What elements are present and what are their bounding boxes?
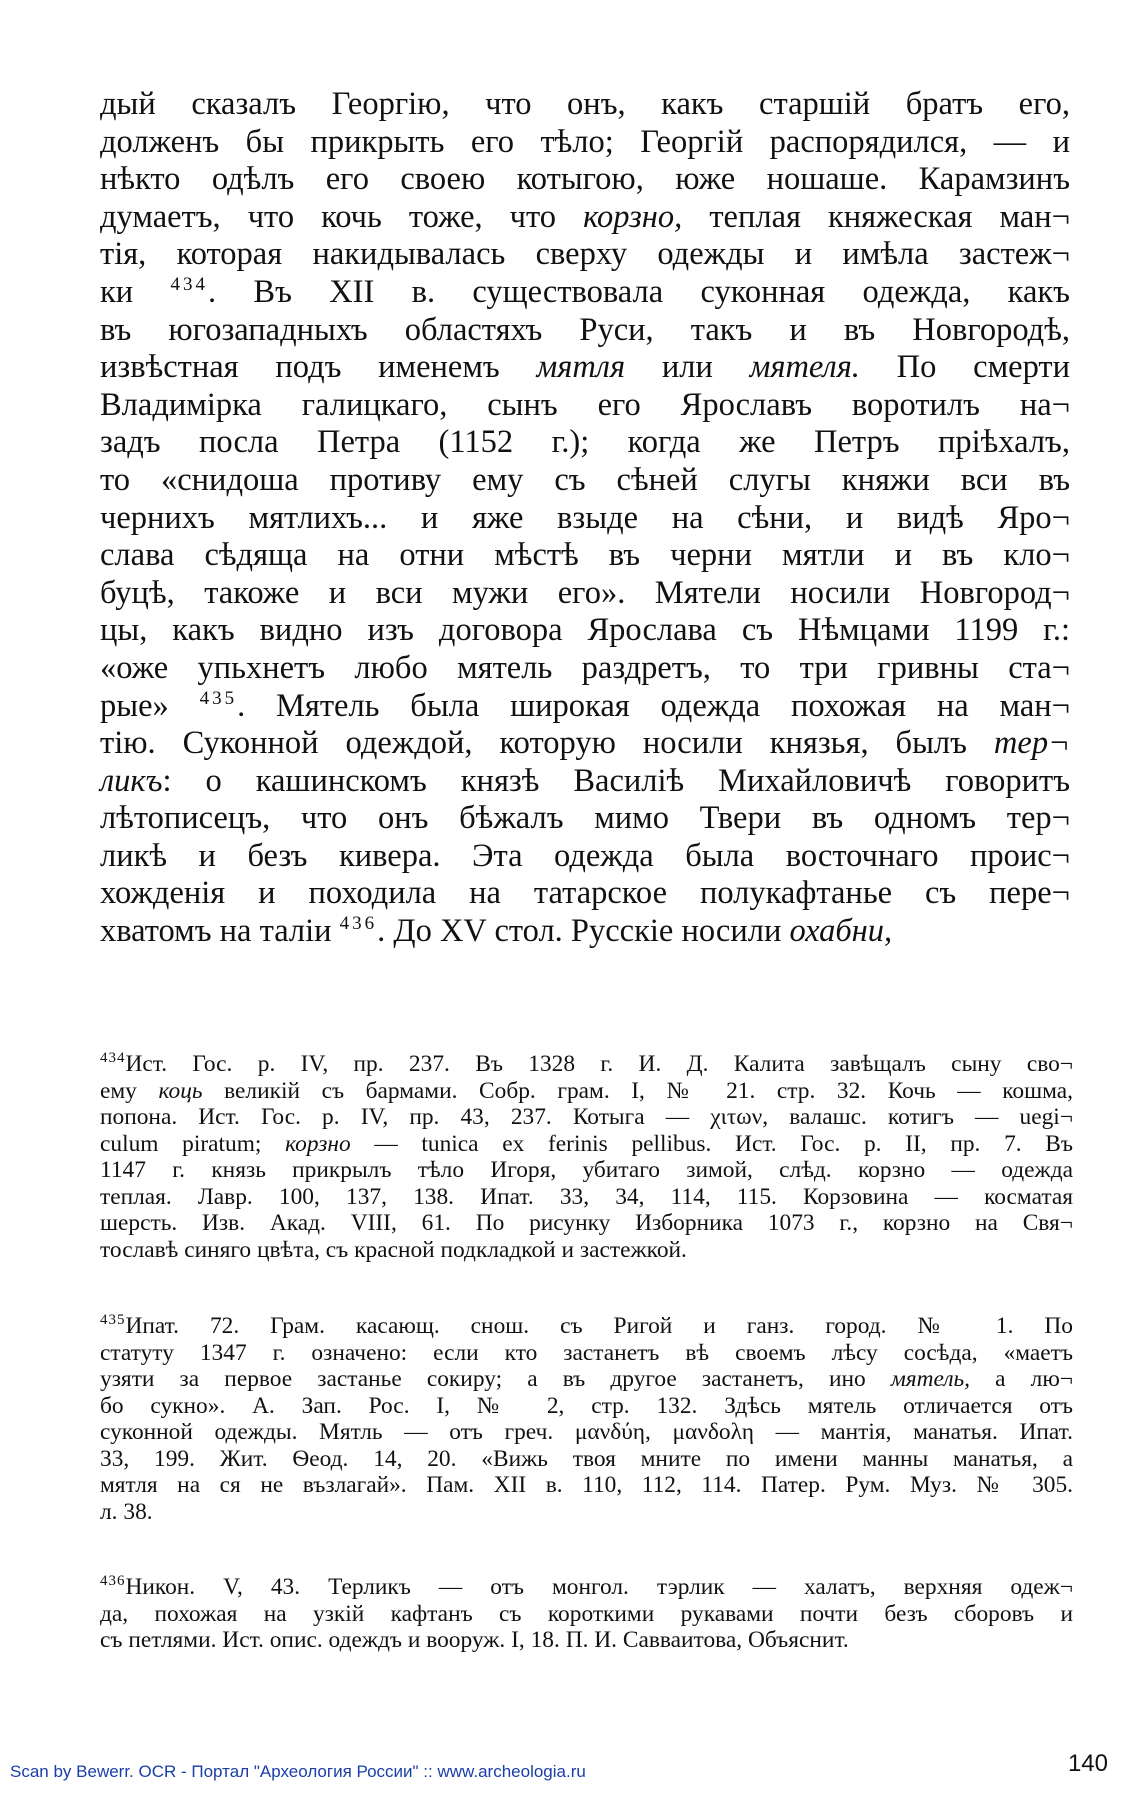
text-run: цы, какъ видно изъ договора Ярослава съ Нѣмцами 1199 г.: xyxy=(100,612,1070,649)
text-run: По смерти xyxy=(859,349,1070,386)
main-text-line xyxy=(100,537,1070,575)
text-run: слава сѣдяща на отни мѣстѣ въ черни мятли и въ кло¬ xyxy=(100,537,1070,574)
footnote-ref: 434 xyxy=(100,1050,126,1067)
main-text-line xyxy=(100,725,1070,763)
text-run: буцѣ, такоже и вси мужи его». Мятели носили Новгород¬ xyxy=(100,574,1070,611)
main-text-line xyxy=(100,875,1070,913)
footnote-line xyxy=(100,1627,1073,1654)
text-run: узяти за первое застанье сокиру; а въ другое застанетъ, ино xyxy=(100,1366,891,1392)
footnote-ref: 434 xyxy=(170,274,208,296)
text-run: тія, которая накидывалась сверху одежды и имѣла застеж¬ xyxy=(100,236,1070,273)
text-run: съ петлями. Ист. опис. одеждъ и вооруж. I, 18. П. И. Савваитова, Объяснит. xyxy=(100,1627,849,1653)
text-run: ки xyxy=(100,273,171,310)
text-run: статуту 1347 г. означено: если кто застанетъ вѣ своемъ лѣсу сосѣда, «маетъ xyxy=(100,1339,1073,1366)
text-run: тію. Суконной одеждой, которую носили князья, былъ xyxy=(100,725,994,762)
footnote-line xyxy=(100,1210,1073,1237)
text-run: попона. Ист. Гос. р. IV, пр. 43, 237. Котыга — χιτων, валашс. котигъ — uegi¬ xyxy=(100,1104,1073,1130)
footnote-line xyxy=(100,1574,1073,1601)
italic-term: коць xyxy=(158,1077,203,1104)
text-run: 33, 199. Жит. Ѳеод. 14, 20. «Вижь твоя мните по имени манны манатья, а xyxy=(100,1445,1073,1472)
text-run: Владимірка галицкаго, сынъ его Ярославъ воротилъ на¬ xyxy=(100,386,1070,423)
text-run: мятля на ся не възлагай». Пам. XII в. 110, 112, 114. Патер. Рум. Муз. № 305. xyxy=(100,1472,1073,1498)
footnote-line xyxy=(100,1419,1073,1446)
main-text-line xyxy=(100,312,1070,350)
main-text-line xyxy=(100,575,1070,613)
italic-term: мятель, xyxy=(890,1366,971,1392)
text-run: ликѣ и безъ кивера. Эта одежда была восточнаго проис¬ xyxy=(100,837,1070,874)
footnote-line xyxy=(100,1051,1073,1078)
main-text-line xyxy=(100,86,1070,124)
text-run: теплая княжеская ман¬ xyxy=(682,198,1070,235)
text-run: или xyxy=(625,349,750,386)
text-run: нѣкто одѣлъ его своею котыгою, юже ношаше. Карамзинъ xyxy=(100,161,1070,198)
text-run: «оже упьхнетъ любо мятель раздретъ, то три гривны ста¬ xyxy=(100,649,1070,686)
footnote-line xyxy=(100,1104,1073,1131)
text-run: : о кашинскомъ князѣ Василіѣ Михайловичѣ говоритъ xyxy=(162,762,1070,799)
footnote-line xyxy=(100,1446,1073,1473)
text-run: лѣтописецъ, что онъ бѣжалъ мимо Твери въ одномъ тер¬ xyxy=(100,800,1070,837)
main-text-line xyxy=(100,763,1070,801)
text-run: . До XV стол. Русскіе носили xyxy=(377,913,790,950)
main-text-line xyxy=(100,349,1070,387)
text-run: ему xyxy=(100,1077,159,1104)
text-run: хватомъ на таліи xyxy=(100,913,340,950)
main-text-line xyxy=(100,500,1070,538)
footnote-line xyxy=(100,1499,1073,1526)
text-run: бо сукно». А. Зап. Рос. I, № 2, стр. 132. Здѣсь мятель отличается отъ xyxy=(100,1392,1073,1419)
italic-term: мятля xyxy=(536,349,626,386)
scan-credit-link[interactable]: Scan by Bewerr. OCR - Портал "Археология России" :: www.archeologia.ru xyxy=(10,1762,586,1781)
main-text-line xyxy=(100,913,1070,951)
text-run: то «снидоша противу ему съ сѣней слугы княжи вси въ xyxy=(100,461,1070,498)
main-text-line xyxy=(100,612,1070,650)
text-run: а лю¬ xyxy=(970,1366,1073,1392)
footnote-435 xyxy=(100,1313,1073,1525)
text-run: Ипат. 72. Грам. касающ. снош. съ Ригой и ганз. город. № 1. По xyxy=(125,1313,1073,1339)
main-text-line xyxy=(100,124,1070,162)
main-text xyxy=(100,86,1070,951)
text-run: извѣстная подъ именемъ xyxy=(100,349,537,386)
footnote-line xyxy=(100,1078,1073,1105)
main-text-line xyxy=(100,688,1070,726)
text-run: долженъ бы прикрыть его тѣло; Георгій распорядился, — и xyxy=(100,123,1070,160)
main-text-line xyxy=(100,274,1070,312)
footnote-ref: 435 xyxy=(199,687,238,709)
text-run: л. 38. xyxy=(100,1498,153,1525)
text-run: суконной одежды. Мятль — отъ греч. μανδύη, μανδολη — мантія, манатья. Ипат. xyxy=(100,1419,1073,1445)
footnote-line xyxy=(100,1340,1073,1367)
footnote-line xyxy=(100,1184,1073,1211)
footnote-436 xyxy=(100,1574,1073,1654)
text-run: рые» xyxy=(100,687,200,724)
text-run: тославѣ синяго цвѣта, съ красной подкладкой и застежкой. xyxy=(100,1236,687,1263)
footnote-ref: 436 xyxy=(339,913,378,935)
footnote-line xyxy=(100,1313,1073,1340)
page-number: 140 xyxy=(1067,1750,1108,1777)
footnote-line xyxy=(100,1472,1073,1499)
text-run: Ист. Гос. р. IV, пр. 237. Въ 1328 г. И. Д. Калита завѣщалъ сыну сво¬ xyxy=(125,1051,1073,1077)
text-run: да, похожая на узкій кафтанъ съ короткими рукавами почти безъ сборовъ и xyxy=(100,1600,1073,1627)
main-text-line xyxy=(100,838,1070,876)
text-run: . Мятель была широкая одежда похожая на ман¬ xyxy=(237,687,1070,724)
italic-term: охабни, xyxy=(789,913,893,950)
footnote-line xyxy=(100,1366,1073,1393)
footnote-ref: 435 xyxy=(100,1312,126,1329)
main-text-line xyxy=(100,199,1070,237)
text-run: черниxъ мятлихъ... и яже взыде на сѣни, и видѣ Яро¬ xyxy=(100,499,1070,536)
italic-term: мятеля. xyxy=(749,349,860,386)
text-run: теплая. Лавр. 100, 137, 138. Ипат. 33, 34, 114, 115. Корзовина — косматая xyxy=(100,1183,1073,1210)
text-run: въ югозападныхъ областяхъ Руси, такъ и въ Новгородѣ, xyxy=(100,311,1070,348)
main-text-line xyxy=(100,236,1070,274)
text-run: дый сказалъ Георгію, что онъ, какъ старшій братъ его, xyxy=(100,86,1070,122)
footnote-434 xyxy=(100,1051,1073,1263)
main-text-line xyxy=(100,387,1070,425)
footnote-ref: 436 xyxy=(100,1573,126,1590)
text-run: Никон. V, 43. Терликъ — отъ монгол. тэрлик — халатъ, верхняя одеж¬ xyxy=(125,1574,1073,1600)
text-run: . Въ XII в. существовала суконная одежда, какъ xyxy=(207,273,1070,310)
text-run: шерсть. Изв. Акад. VIII, 61. По рисунку Изборника 1073 г., корзно на Свя¬ xyxy=(100,1210,1073,1236)
main-text-line xyxy=(100,462,1070,500)
text-run: думаетъ, что кочь тоже, что xyxy=(100,198,584,235)
footnote-line xyxy=(100,1131,1073,1158)
main-text-line xyxy=(100,650,1070,688)
text-run: 1147 г. князь прикрылъ тѣло Игоря, убитаго зимой, слѣд. корзно — одежда xyxy=(100,1157,1073,1183)
footnote-line xyxy=(100,1157,1073,1184)
text-run: culum piratum; xyxy=(100,1130,286,1157)
text-run: хожденія и походила на татарское полукафтанье съ пере¬ xyxy=(100,875,1070,912)
main-text-line xyxy=(100,161,1070,199)
italic-term: тер¬ xyxy=(993,725,1070,762)
italic-term: ликъ xyxy=(100,762,163,799)
main-text-line xyxy=(100,424,1070,462)
main-text-line xyxy=(100,800,1070,838)
text-run: — tunica ex ferinis pellibus. Ист. Гос. р. II, пр. 7. Въ xyxy=(350,1130,1073,1157)
footnote-line xyxy=(100,1601,1073,1628)
italic-term: корзно xyxy=(285,1130,351,1157)
footnote-line xyxy=(100,1393,1073,1420)
text-run: задъ посла Петра (1152 г.); когда же Петръ пріѣхалъ, xyxy=(100,424,1070,461)
footnote-line xyxy=(100,1237,1073,1264)
text-run: великій съ бармами. Собр. грам. I, № 21. стр. 32. Кочь — кошма, xyxy=(202,1077,1073,1104)
italic-term: корзно, xyxy=(583,198,683,235)
